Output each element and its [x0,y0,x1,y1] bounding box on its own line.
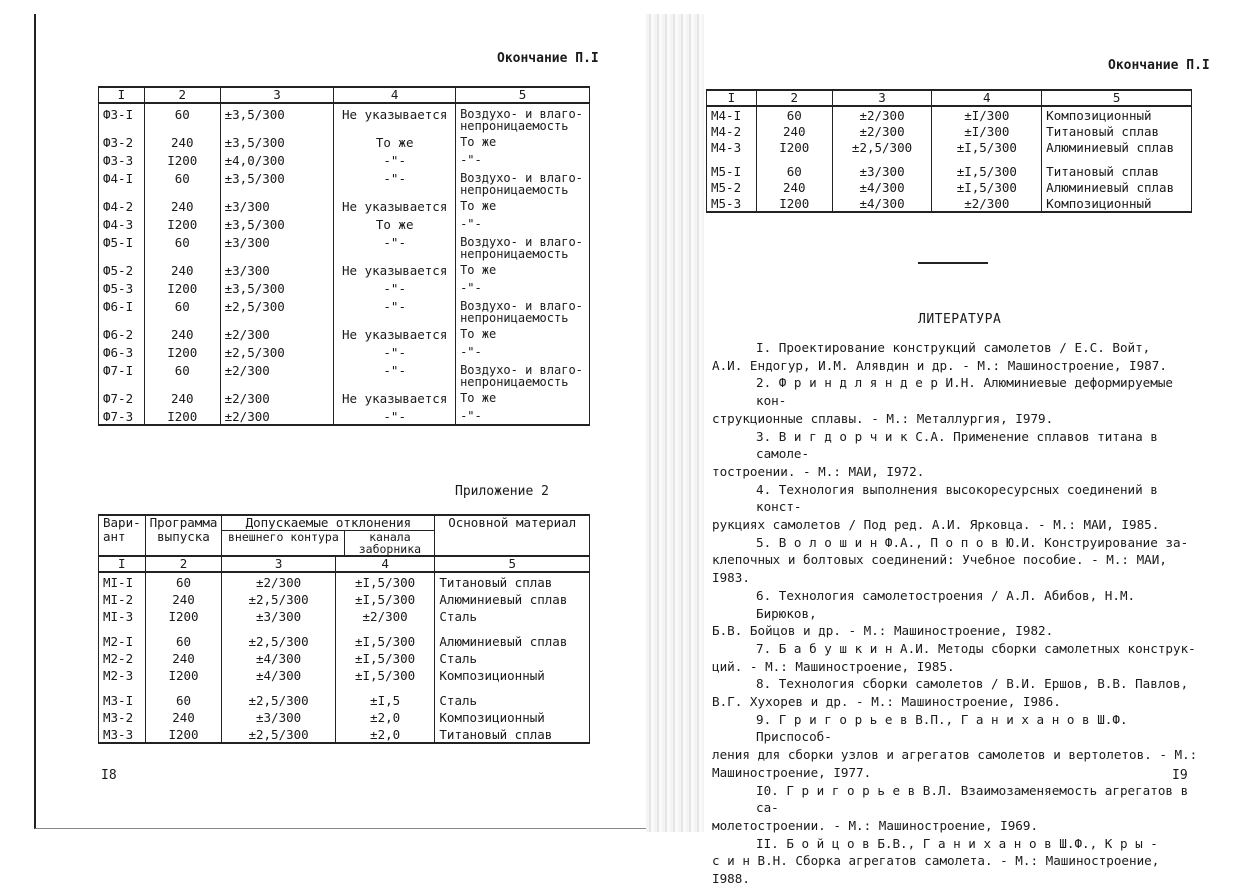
table-cell-col-2: 60 [144,103,220,132]
table-cell-col-1: Ф7-I [99,360,145,388]
table-cell-col-3: ±2,5/300 [222,691,335,708]
table-cell-col-4: ±I,5/300 [335,632,435,649]
group-gap [707,155,1192,163]
table-cell-col-1: Ф7-3 [99,406,145,425]
table-cell-col-2: 240 [145,708,222,725]
table-cell-col-1: M2-I [99,632,146,649]
table-cell-col-5: То же [456,260,590,278]
table-cell-col-2: 60 [145,691,222,708]
table-row [99,296,590,324]
table-cell-col-1: Ф5-3 [99,278,145,296]
reference-line: В.Г. Хухорев и др. - М.: Машиностроение, I986. [712,694,1061,710]
table-cell-col-3: ±2,5/300 [222,725,335,743]
table-row [99,342,590,360]
table-cell-col-3: ±2/300 [832,123,932,139]
table-cell-col-1: M5-I [707,163,757,179]
table-cell-col-1: MI-2 [99,590,146,607]
table-header [707,90,1192,106]
column-number-4: 4 [335,556,435,572]
table-cell-col-5: -"- [456,406,590,425]
table-cell-col-5: Воздухо- и влаго-непроницаемость [456,360,590,388]
table-cell-col-1: M4-2 [707,123,757,139]
table-cell-col-4: -"- [334,150,456,168]
table-row [99,572,590,590]
table-cell-col-2: I200 [145,725,222,743]
table-cell-col-1: Ф6-I [99,296,145,324]
table-cell-col-3: ±3,5/300 [220,278,334,296]
table-cell-col-2: 60 [144,360,220,388]
table-cell-col-4: -"- [334,296,456,324]
book-gutter [646,14,704,832]
header-variant: Вари-ант [99,515,146,556]
header-col-1: I [707,90,757,106]
table-cell-col-2: 240 [144,388,220,406]
table-cell-col-2: I200 [144,406,220,425]
table-cell-col-3: ±2,5/300 [222,632,335,649]
reference-line: 4. Технология выполнения высокоресурсных соединений в конст- [756,481,1158,515]
table-cell-col-5: -"- [456,342,590,360]
table-row [99,666,590,683]
running-head-right: Окончание П.I [1108,58,1210,73]
table-cell-col-5: -"- [456,150,590,168]
table-cell-col-5: Титановый сплав [1042,123,1192,139]
table-cell-col-1: Ф7-2 [99,388,145,406]
table-cell-col-5: -"- [456,278,590,296]
table-cell-col-3: ±3,5/300 [220,168,334,196]
table-cell-col-1: M2-2 [99,649,146,666]
table-cell-col-3: ±3/300 [220,232,334,260]
table-cell-col-4: ±I,5/300 [932,163,1042,179]
table-cell-col-5: Воздухо- и влаго-непроницаемость [456,296,590,324]
table-cell-col-5: Алюминиевый сплав [435,632,590,649]
table-cell-col-1: Ф4-3 [99,214,145,232]
table-cell-col-2: I200 [144,214,220,232]
table-cell-col-3: ±3/300 [222,607,335,624]
table-row [99,260,590,278]
table-row [99,278,590,296]
table-cell-col-1: Ф3-2 [99,132,145,150]
table-row [99,150,590,168]
table-row [99,214,590,232]
table-cell-col-5: То же [456,196,590,214]
table-cell-col-4: Не указывается [334,260,456,278]
table-cell-col-2: I200 [144,342,220,360]
gap-cell [222,683,335,691]
table-cell-col-2: 60 [756,163,832,179]
table-cell-col-4: -"- [334,278,456,296]
table-cell-col-4: Не указывается [334,103,456,132]
table-cell-col-2: 60 [145,572,222,590]
header-col-2: 2 [756,90,832,106]
table-header [99,515,590,556]
table-cell-col-3: ±2,5/300 [222,590,335,607]
table-cell-col-1: M3-3 [99,725,146,743]
table-cell-col-4: ±2,0 [335,708,435,725]
reference-line: рукциях самолетов / Под ред. А.И. Ярковца. - М.: МАИ, I985. [712,517,1160,533]
table-cell-col-4: Не указывается [334,324,456,342]
table-cell-col-4: -"- [334,232,456,260]
table-cell-col-4: То же [334,214,456,232]
header-col-5: 5 [1042,90,1192,106]
table-cell-col-1: Ф6-3 [99,342,145,360]
reference-line: 8. Технология сборки самолетов / В.И. Ершов, В.В. Павлов, [756,676,1189,692]
gap-cell [99,624,146,632]
table-cell-col-1: M5-2 [707,179,757,195]
table-cell-col-4: -"- [334,168,456,196]
header-col-1: I [99,87,145,103]
table-cell-col-5: Композиционный [435,708,590,725]
reference-line: 5. В о л о ш и н Ф.А., П о п о в Ю.И. Конструирование за- [756,534,1189,550]
reference-line: клепочных и болтовых соединений: Учебное пособие. - М.: МАИ, I983. [712,552,1167,586]
table-cell-col-5: Титановый сплав [435,725,590,743]
table-row [99,196,590,214]
table-cell-col-1: M5-3 [707,195,757,212]
table-cell-col-1: Ф4-I [99,168,145,196]
table-cell-col-2: 240 [756,123,832,139]
table-cell-col-4: ±2,0 [335,725,435,743]
reference-line: I. Проектирование конструкций самолетов / Е.С. Войт, [756,340,1151,355]
header-material: Основной материал [435,515,590,556]
table-cell-col-3: ±3,5/300 [220,214,334,232]
table-cell-col-1: M4-3 [707,139,757,155]
reference-line: струкционные сплавы. - М.: Металлургия, I979. [712,410,1054,426]
references-list [712,339,1202,888]
table-cell-col-5: -"- [456,214,590,232]
table-row [707,123,1192,139]
reference-line: Б.В. Бойцов и др. - М.: Машиностроение, I982. [712,623,1054,639]
table-cell-col-5: Сталь [435,649,590,666]
table-cell-col-4: ±I/300 [932,123,1042,139]
table-row [707,195,1192,212]
table-cell-col-5: Воздухо- и влаго-непроницаемость [456,232,590,260]
gap-cell [435,624,590,632]
table-row [99,691,590,708]
table-row [707,106,1192,123]
table-row [99,232,590,260]
table-cell-col-5: Алюминиевый сплав [1042,179,1192,195]
table-variants-m-cont [706,89,1192,213]
header-col-5: 5 [456,87,590,103]
table-cell-col-4: -"- [334,360,456,388]
table-cell-col-1: Ф3-I [99,103,145,132]
reference-line: с и н В.Н. Сборка агрегатов самолета. - М.: Машиностроение, I988. [712,853,1160,887]
table-cell-col-5: Композиционный [435,666,590,683]
table-cell-col-1: Ф5-2 [99,260,145,278]
gap-cell [145,624,222,632]
table-cell-col-2: 240 [144,260,220,278]
header-col-4: 4 [334,87,456,103]
page-number-right: I9 [1172,768,1188,783]
table-cell-col-4: ±2/300 [335,607,435,624]
table-cell-col-3: ±3/300 [222,708,335,725]
table-row [99,406,590,425]
header-program: Программа выпуска [145,515,222,556]
table-cell-col-2: I200 [144,150,220,168]
table-cell-col-1: MI-I [99,572,146,590]
gap-cell [222,624,335,632]
table-row [99,360,590,388]
table-cell-col-5: Сталь [435,691,590,708]
table-row [707,163,1192,179]
table-row [99,649,590,666]
header-col-4: 4 [932,90,1042,106]
table-cell-col-1: M3-2 [99,708,146,725]
table-cell-col-5: Композиционный [1042,106,1192,123]
references-title: ЛИТЕРАТУРА [918,312,1002,327]
table-cell-col-2: 60 [144,296,220,324]
table-cell-col-5: То же [456,388,590,406]
table-cell-col-4: То же [334,132,456,150]
reference-line: ления для сборки узлов и агрегатов самолетов и вертолетов. - М.: [712,747,1198,763]
table-cell-col-4: ±I,5/300 [335,666,435,683]
table-cell-col-3: ±4/300 [222,666,335,683]
table-cell-col-5: Воздухо- и влаго-непроницаемость [456,168,590,196]
table-cell-col-3: ±2/300 [832,106,932,123]
table-row [99,168,590,196]
table-variants-m [98,514,590,744]
table-row [99,725,590,743]
reference-line: молетостроении. - М.: Машиностроение, I969. [712,817,1039,833]
table-cell-col-3: ±2,5/300 [220,296,334,324]
table-cell-col-1: Ф3-3 [99,150,145,168]
table-cell-col-3: ±2/300 [220,360,334,388]
reference-line: 9. Г р и г о р ь е в В.П., Г а н и х а н о в Ш.Ф. Приспособ- [756,711,1128,745]
table-cell-col-1: Ф4-2 [99,196,145,214]
table-cell-col-3: ±2/300 [222,572,335,590]
table-cell-col-3: ±3/300 [220,196,334,214]
table-cell-col-4: ±2/300 [932,195,1042,212]
column-number-5: 5 [435,556,590,572]
table-cell-col-2: I200 [145,666,222,683]
reference-line: Машиностроение, I977. [712,764,872,780]
table-cell-col-3: ±4/300 [832,195,932,212]
table-cell-col-4: Не указывается [334,196,456,214]
table-row [99,132,590,150]
table-cell-col-4: Не указывается [334,388,456,406]
table-row [99,708,590,725]
header-tolerances [222,515,435,556]
table-cell-col-5: Сталь [435,607,590,624]
gap-cell [435,683,590,691]
table-cell-col-4: ±I,5/300 [335,572,435,590]
group-gap [99,624,590,632]
table-header [99,87,590,103]
running-head-left: Окончание П.I [497,51,599,66]
table-cell-col-2: 60 [145,632,222,649]
reference-line: 7. Б а б у ш к и н А.И. Методы сборки самолетных конструк- [756,640,1196,656]
table-cell-col-3: ±3/300 [220,260,334,278]
reference-line: тостроении. - М.: МАИ, I972. [712,463,925,479]
table-cell-col-2: 240 [144,196,220,214]
table-row [707,179,1192,195]
table-cell-col-4: ±I,5/300 [335,649,435,666]
header-col-3: 3 [220,87,334,103]
table-column-numbers [99,556,590,572]
table-cell-col-5: Титановый сплав [1042,163,1192,179]
reference-line: 2. Ф р и н д л я н д е р И.Н. Алюминиевые деформируемые кон- [756,375,1174,409]
gap-cell [335,683,435,691]
table-cell-col-5: Алюминиевый сплав [435,590,590,607]
column-number-3: 3 [222,556,335,572]
table-cell-col-2: 60 [144,168,220,196]
table-cell-col-1: M3-I [99,691,146,708]
table-cell-col-4: -"- [334,342,456,360]
table-cell-col-2: 240 [144,324,220,342]
table-cell-col-3: ±2/300 [220,388,334,406]
gap-cell [756,155,832,163]
gap-cell [145,683,222,691]
table-cell-col-3: ±3,5/300 [220,132,334,150]
reference-line: ций. - М.: Машиностроение, I985. [712,658,955,674]
table-row [99,607,590,624]
table-row [99,632,590,649]
appendix-label: Приложение 2 [455,484,549,499]
gap-cell [707,155,757,163]
table-cell-col-3: ±2/300 [220,324,334,342]
table-cell-col-3: ±3/300 [832,163,932,179]
table-cell-col-1: M2-3 [99,666,146,683]
table-cell-col-2: 60 [144,232,220,260]
table-cell-col-2: I200 [756,195,832,212]
reference-line: 6. Технология самолетостроения / А.Л. Абибов, Н.М. Бирюков, [756,587,1136,621]
column-number-1: I [99,556,146,572]
table-cell-col-2: I200 [756,139,832,155]
reference-line: А.И. Ендогур, И.М. Алявдин и др. - М.: Машиностроение, I987. [712,357,1167,373]
table-cell-col-3: ±2,5/300 [832,139,932,155]
reference-line: II. Б о й ц о в Б.В., Г а н и х а н о в Ш.Ф., К р ы - [756,835,1158,851]
header-col-2: 2 [144,87,220,103]
gap-cell [335,624,435,632]
table-cell-col-3: ±2/300 [220,406,334,425]
table-row [707,139,1192,155]
table-row [99,103,590,132]
table-cell-col-2: 240 [145,649,222,666]
gap-cell [932,155,1042,163]
table-cell-col-2: I200 [145,607,222,624]
table-cell-col-3: ±4/300 [222,649,335,666]
table-cell-col-5: Композиционный [1042,195,1192,212]
reference-line: 3. В и г д о р ч и к С.А. Применение сплавов титана в самоле- [756,428,1158,462]
column-number-2: 2 [145,556,222,572]
header-intake-channel: канала заборника [358,530,422,556]
table-cell-col-3: ±2,5/300 [220,342,334,360]
table-cell-col-4: ±I,5/300 [335,590,435,607]
table-cell-col-5: Воздухо- и влаго-непроницаемость [456,103,590,132]
table-cell-col-2: 240 [145,590,222,607]
table-row [99,590,590,607]
table-cell-col-5: То же [456,324,590,342]
table-cell-col-1: M4-I [707,106,757,123]
end-of-table-line [918,262,988,264]
table-cell-col-1: Ф5-I [99,232,145,260]
header-col-3: 3 [832,90,932,106]
table-cell-col-4: ±I,5/300 [932,179,1042,195]
gap-cell [99,683,146,691]
table-variants-f [98,86,590,426]
table-cell-col-5: То же [456,132,590,150]
table-cell-col-2: 60 [756,106,832,123]
table-cell-col-2: 240 [756,179,832,195]
header-tolerances-label: Допускаемые отклонения [222,516,434,531]
table-cell-col-2: 240 [144,132,220,150]
table-row [99,324,590,342]
table-cell-col-3: ±4,0/300 [220,150,334,168]
gap-cell [832,155,932,163]
gap-cell [1042,155,1192,163]
table-cell-col-4: ±I,5 [335,691,435,708]
table-cell-col-5: Алюминиевый сплав [1042,139,1192,155]
page-number-left: I8 [101,768,117,783]
table-cell-col-3: ±3,5/300 [220,103,334,132]
table-cell-col-2: I200 [144,278,220,296]
header-outer-contour: внешнего контура [222,531,345,555]
table-cell-col-1: MI-3 [99,607,146,624]
table-cell-col-1: Ф6-2 [99,324,145,342]
table-cell-col-3: ±4/300 [832,179,932,195]
table-cell-col-4: -"- [334,406,456,425]
table-cell-col-5: Титановый сплав [435,572,590,590]
reference-line: I0. Г р и г о р ь е в В.Л. Взаимозаменяемость агрегатов в са- [756,782,1189,816]
table-cell-col-4: ±I/300 [932,106,1042,123]
group-gap [99,683,590,691]
table-row [99,388,590,406]
table-cell-col-4: ±I,5/300 [932,139,1042,155]
